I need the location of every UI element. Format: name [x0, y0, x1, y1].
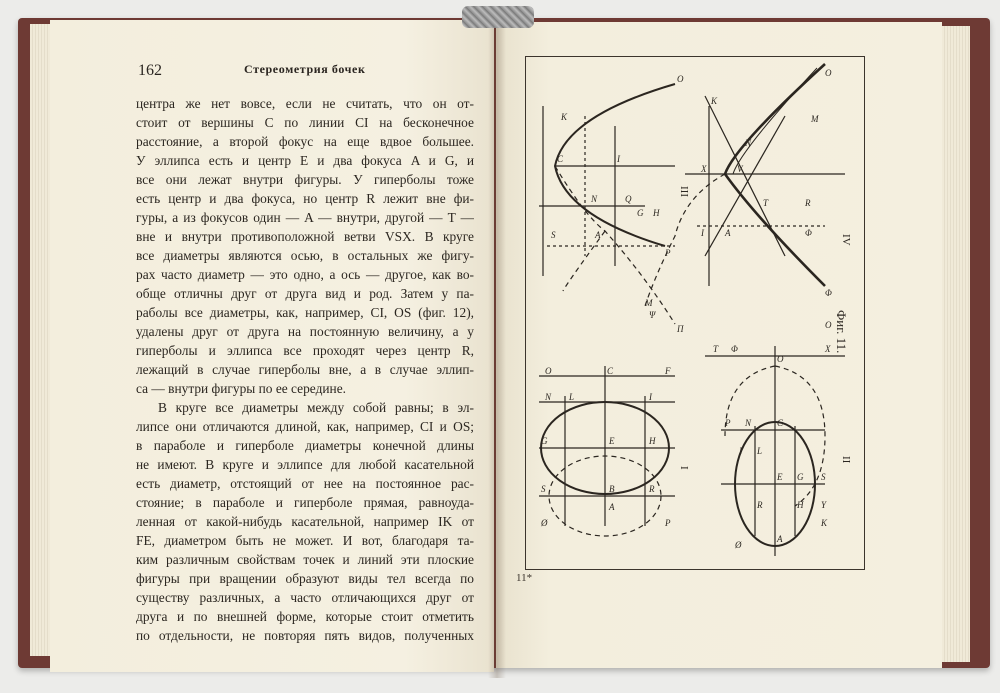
running-head: Стереометрия бочек	[244, 62, 366, 76]
printer-signature: 11*	[516, 572, 533, 584]
svg-text:Φ: Φ	[731, 344, 738, 354]
text-line: центра же нет вовсе, если не считать, что он от-	[136, 96, 474, 111]
svg-text:C: C	[777, 418, 784, 428]
bookmark-ribbon	[462, 6, 534, 28]
svg-text:O: O	[677, 74, 684, 84]
text-line: стояние; в параболе и гиперболе прямая, равноуда-	[136, 495, 474, 510]
svg-text:K: K	[561, 112, 568, 122]
svg-text:Y: Y	[821, 500, 827, 510]
svg-text:L: L	[757, 446, 763, 456]
svg-text:R: R	[805, 198, 811, 208]
svg-text:A: A	[725, 228, 731, 238]
page-number: 162	[138, 62, 162, 79]
svg-text:N: N	[745, 138, 752, 148]
svg-text:R: R	[757, 500, 763, 510]
svg-text:G: G	[797, 472, 804, 482]
text-line: друга и по внешней форме, которые стоит отметить	[136, 609, 474, 624]
svg-text:S: S	[541, 484, 546, 494]
svg-text:X: X	[825, 344, 831, 354]
text-line: есть центр и два фокуса, но центр R лежит вне фи-	[136, 191, 474, 206]
svg-text:T: T	[763, 198, 769, 208]
text-line: все они лежат внутри фигуры. У гиперболы тоже	[136, 172, 474, 187]
svg-text:O: O	[825, 68, 832, 78]
svg-text:F: F	[665, 366, 671, 376]
svg-text:S: S	[551, 230, 556, 240]
figure-11-drawing	[525, 56, 863, 568]
text-line: ленная от какой-нибудь касательной, например IK от	[136, 514, 474, 529]
panel-parabola	[539, 84, 675, 324]
panel-ellipse-horizontal	[539, 366, 675, 536]
svg-text:P: P	[725, 418, 731, 428]
svg-text:O: O	[825, 320, 832, 330]
svg-text:Φ: Φ	[805, 228, 812, 238]
panel-label-iii: III	[678, 186, 690, 197]
text-line: рах часто диаметр — это одно, а ось — другое, как во-	[136, 267, 474, 282]
svg-text:N: N	[545, 392, 552, 402]
body-text	[136, 94, 474, 645]
svg-text:P: P	[665, 518, 671, 528]
text-line: са — внутри фигуры по ее середине.	[136, 381, 347, 396]
svg-text:O: O	[545, 366, 552, 376]
panel-label-iv: IV	[840, 234, 852, 246]
svg-text:Ø: Ø	[735, 540, 742, 550]
text-line: У эллипса есть и центр E и два фокуса A и G, и	[136, 153, 474, 168]
svg-text:A: A	[609, 502, 615, 512]
svg-text:G: G	[637, 208, 644, 218]
svg-text:L: L	[569, 392, 575, 402]
text-line: FE, диаметром быть не может. И вот, благодаря та-	[136, 533, 474, 548]
svg-text:G: G	[541, 436, 548, 446]
svg-text:Π: Π	[677, 324, 684, 334]
svg-text:E: E	[609, 436, 615, 446]
svg-text:I: I	[701, 228, 704, 238]
text-line: В круге все диаметры между собой равны; в эл-	[158, 400, 474, 415]
svg-text:N: N	[745, 418, 752, 428]
text-line: ким различным свойствам точек и линий эти плоские	[136, 552, 474, 567]
text-line: в параболе и гиперболе диаметры конечной длины	[136, 438, 474, 453]
text-line: стоит от вершины C по линии CI на бесконечное	[136, 115, 474, 130]
svg-text:Φ: Φ	[825, 288, 832, 298]
svg-text:H: H	[797, 500, 804, 510]
text-line: гиперболы и эллипса все проходят через центр R,	[136, 343, 474, 358]
text-line: раболы все диаметры, как, например, CI, OS (фиг. 12),	[136, 305, 474, 320]
svg-text:K: K	[821, 518, 828, 528]
text-line: существу различных, а часто отличающихся друг от	[136, 590, 474, 605]
text-line: все диаметры являются осью, в остальных же фигу-	[136, 248, 474, 263]
text-line: есть диаметр, отстоящий от нее на постоянное рас-	[136, 476, 474, 491]
panel-label-i: I	[678, 466, 690, 470]
text-line: по отдельности, не повторяя пять видов, полученных	[136, 628, 474, 643]
panel-hyperbola	[645, 64, 845, 306]
text-line: удалены друг от друга на постоянную величину, а у	[136, 324, 474, 339]
svg-text:T: T	[713, 344, 719, 354]
text-line: обще отличны друг от друга вид и род. Затем у па-	[136, 286, 474, 301]
svg-text:I: I	[739, 446, 742, 456]
svg-text:K: K	[711, 96, 718, 106]
text-line: липсе они отличаются длиной, как, например, CI и OS;	[136, 419, 474, 434]
svg-text:S: S	[821, 472, 826, 482]
svg-text:V: V	[737, 164, 743, 174]
figure-caption: Фиг. 11.	[834, 310, 849, 354]
svg-text:I: I	[649, 392, 652, 402]
svg-text:Ψ: Ψ	[649, 310, 656, 320]
svg-text:I: I	[617, 154, 620, 164]
svg-text:P: P	[665, 248, 671, 258]
text-line: вне и внутри противоположной ветви VSX. В круге	[136, 229, 474, 244]
svg-text:Q: Q	[625, 194, 632, 204]
svg-text:B: B	[609, 484, 615, 494]
svg-text:C: C	[557, 154, 564, 164]
svg-text:M: M	[645, 298, 653, 308]
svg-text:M: M	[811, 114, 819, 124]
text-line: не имеют. В круге и эллипсе для любой касательной	[136, 457, 474, 472]
svg-text:N: N	[591, 194, 598, 204]
text-line: лежащий в случае гиперболы вне, а в случае эллип-	[136, 362, 474, 377]
svg-text:R: R	[649, 484, 655, 494]
svg-text:A: A	[595, 230, 601, 240]
text-line: гуры, а из фокусов один — A — внутри, другой — T —	[136, 210, 474, 225]
svg-text:A: A	[777, 534, 783, 544]
book-gutter	[488, 14, 506, 678]
svg-text:E: E	[777, 472, 783, 482]
svg-text:H: H	[649, 436, 656, 446]
text-line: расстояние, а второй фокус на еще вдвое большее.	[136, 134, 474, 149]
svg-text:H: H	[653, 208, 660, 218]
svg-text:X: X	[701, 164, 707, 174]
panel-label-ii: II	[840, 456, 852, 464]
svg-text:Ø: Ø	[541, 518, 548, 528]
svg-text:O: O	[777, 354, 784, 364]
svg-text:C: C	[607, 366, 614, 376]
text-line: фигуры при вращении образуют виды тел всегда по	[136, 571, 474, 586]
